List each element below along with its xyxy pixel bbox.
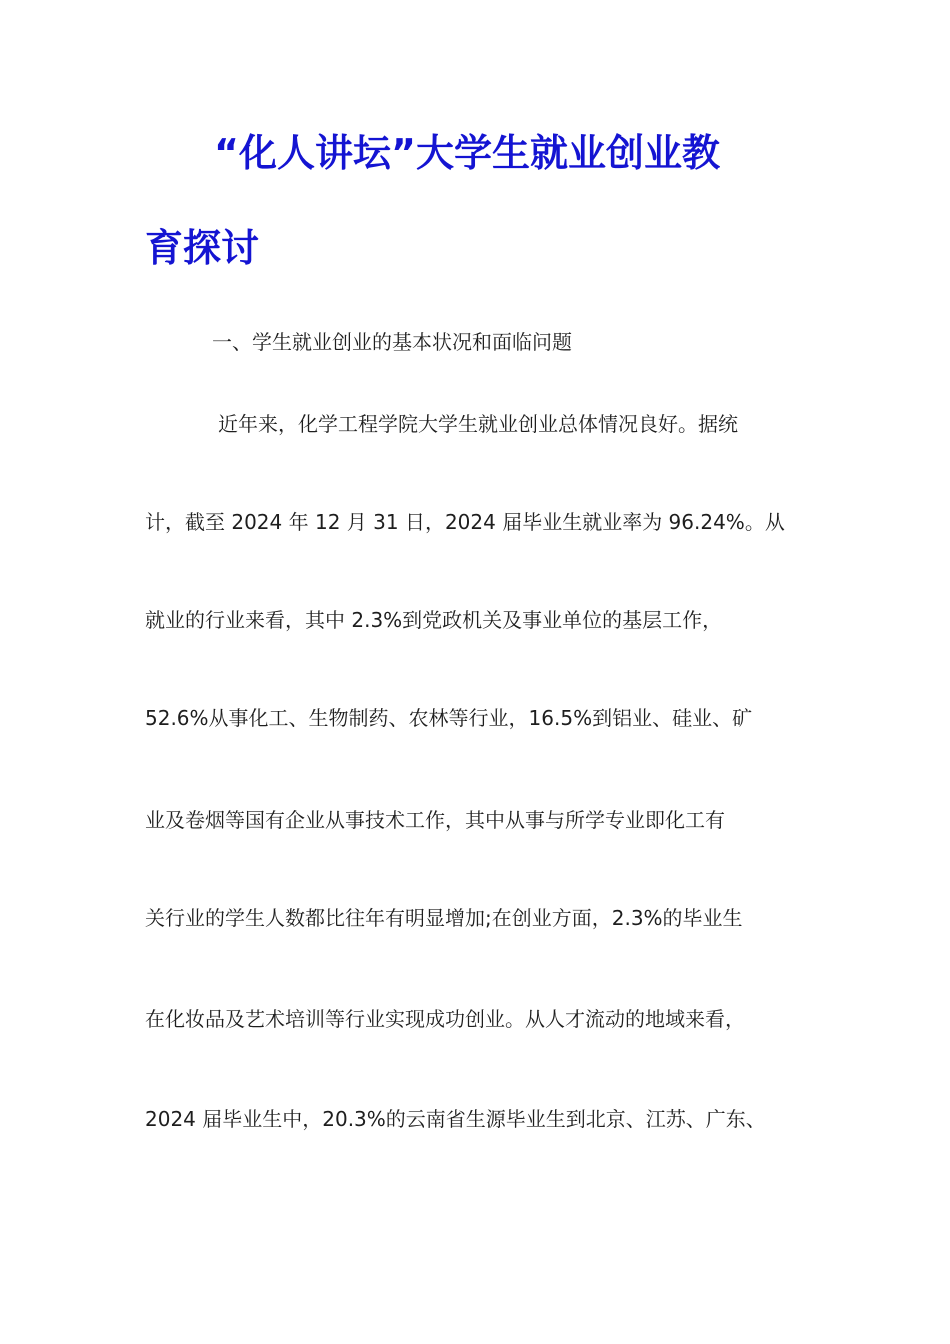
paragraph-line-4: 52.6%从事化工、生物制药、农林等行业，16.5%到铝业、硅业、矿 — [145, 706, 753, 730]
paragraph-line-2: 计，截至 2024 年 12 月 31 日，2024 届毕业生就业率为 96.24%。从 — [145, 510, 785, 534]
paragraph-line-5: 业及卷烟等国有企业从事技术工作，其中从事与所学专业即化工有 — [145, 808, 725, 832]
paragraph-line-6: 关行业的学生人数都比往年有明显增加;在创业方面，2.3%的毕业生 — [145, 906, 743, 930]
section-heading: 一、学生就业创业的基本状况和面临问题 — [212, 330, 572, 354]
paragraph-line-8: 2024 届毕业生中，20.3%的云南省生源毕业生到北京、江苏、广东、 — [145, 1107, 766, 1131]
paragraph-line-7: 在化妆品及艺术培训等行业实现成功创业。从人才流动的地域来看， — [145, 1007, 745, 1031]
paragraph-line-1: 近年来，化学工程学院大学生就业创业总体情况良好。据统 — [218, 412, 738, 436]
document-title-line-2: 育探讨 — [145, 226, 260, 270]
paragraph-line-3: 就业的行业来看，其中 2.3%到党政机关及事业单位的基层工作， — [145, 608, 723, 632]
document-title-line-1: “化人讲坛”大学生就业创业教 — [214, 131, 720, 175]
